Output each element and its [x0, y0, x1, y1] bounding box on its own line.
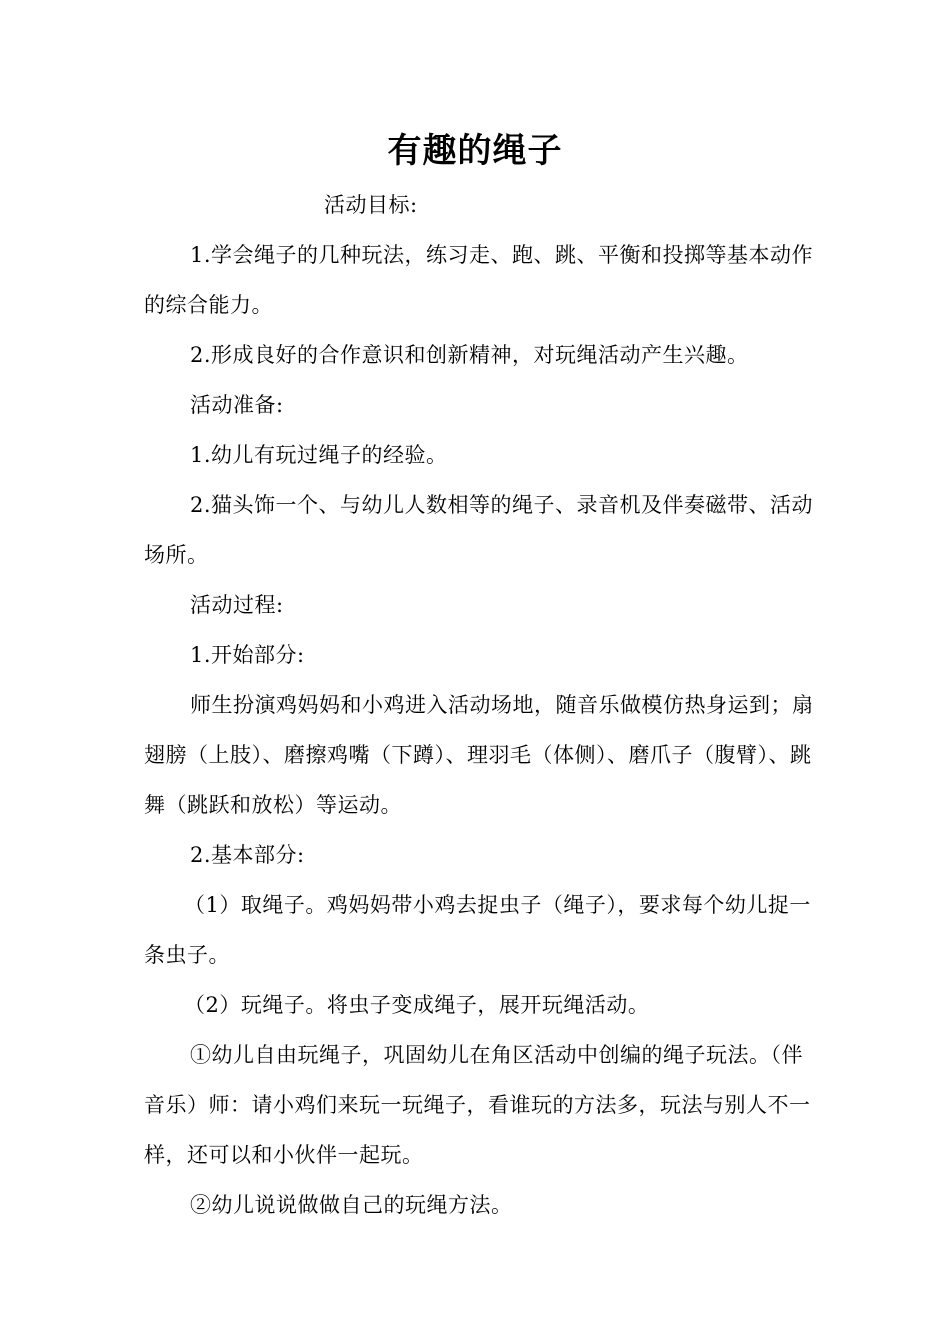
- process-substep-2: ②幼儿说说做做自己的玩绳方法。: [190, 1193, 513, 1217]
- preparation-item-1: 1.幼儿有玩过绳子的经验。: [190, 443, 448, 467]
- goal-item-1: 1.学会绳子的几种玩法，练习走、跑、跳、平衡和投掷等基本动作的综合能力。: [144, 243, 814, 317]
- process-part-1-text: 师生扮演鸡妈妈和小鸡进入活动场地，随音乐做模仿热身运到；扇翅膀（上肢）、磨擦鸡嘴（下蹲）、理羽毛（体侧）、磨爪子（腹臂）、跳舞（跳跃和放松）等运动。: [144, 693, 814, 817]
- process-step-2: （2）玩绳子。将虫子变成绳子，展开玩绳活动。: [184, 993, 650, 1017]
- goal-item-2: 2.形成良好的合作意识和创新精神，对玩绳活动产生兴趣。: [190, 343, 749, 367]
- process-step-1: （1）取绳子。鸡妈妈带小鸡去捉虫子（绳子），要求每个幼儿捉一条虫子。: [144, 893, 811, 967]
- section-heading-goals: 活动目标:: [324, 193, 418, 217]
- preparation-item-2: 2.猫头饰一个、与幼儿人数相等的绳子、录音机及伴奏磁带、活动场所。: [144, 493, 814, 567]
- process-part-1-heading: 1.开始部分:: [190, 643, 305, 667]
- document-body: [144, 180, 820, 1230]
- section-heading-process: 活动过程:: [190, 593, 284, 617]
- process-substep-1: ①幼儿自由玩绳子，巩固幼儿在角区活动中创编的绳子玩法。（伴音乐）师：请小鸡们来玩一玩绳子，看谁玩的方法多，玩法与别人不一样，还可以和小伙伴一起玩。: [144, 1043, 811, 1167]
- document-title: 有趣的绳子: [387, 131, 563, 171]
- process-part-2-heading: 2.基本部分:: [190, 843, 305, 867]
- section-heading-preparation: 活动准备:: [190, 393, 284, 417]
